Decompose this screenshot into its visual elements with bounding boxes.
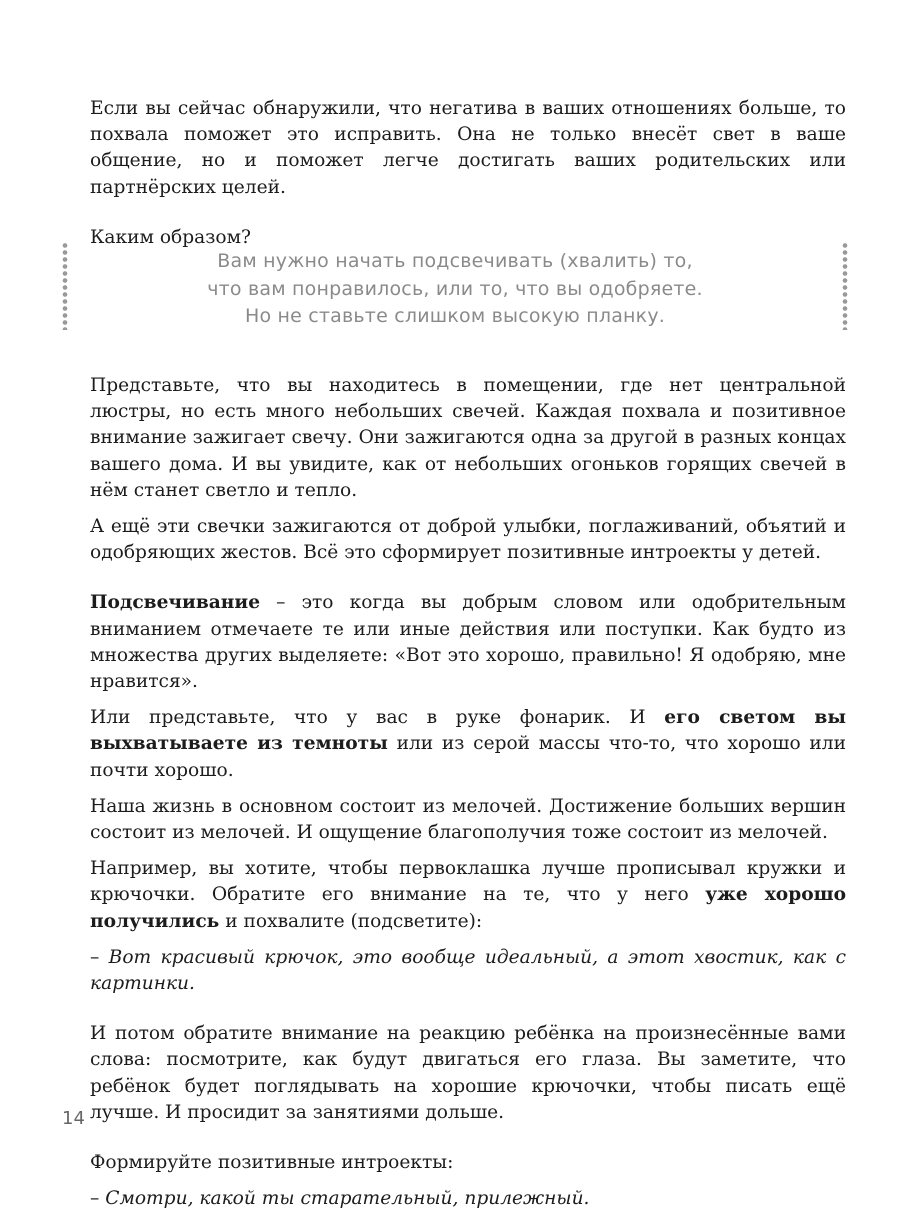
paragraph-negativity: Если вы сейчас обнаружили, что негатива в ваших отношениях больше, то похвала поможет это исправить. Она не только внесёт свет в ваше общение, но и поможет легче достигать ваших родительских или партнёрских целей. bbox=[90, 98, 846, 198]
paragraph-question: Каким образом? bbox=[90, 226, 252, 248]
definition-text: – это когда вы добрым словом или одобрительным вниманием отмечаете те или иные действия или поступки. Как будто из множества других выделяете: «Вот это хорошо, правильно! Я одобряю, мне нравится». bbox=[90, 592, 846, 693]
paragraph-first-grader bbox=[90, 856, 846, 935]
paragraph-little-things: Наша жизнь в основном состоит из мелочей. Достижение больших вершин состоит из мелочей. И ощущение благополучия тоже состоит из мелочей. bbox=[90, 795, 846, 844]
quote-dash: – bbox=[90, 946, 109, 968]
quote-dash-2: – bbox=[90, 1188, 106, 1210]
first-grader-text-start: Например, вы хотите, чтобы первоклашка лучше прописывал кружки и крючочки. Обратите его внимание на те, что у него bbox=[90, 858, 846, 906]
dotted-border-left bbox=[62, 242, 68, 330]
paragraph-introjects: Формируйте позитивные интроекты: bbox=[90, 1152, 454, 1174]
paragraph-highlighting-definition bbox=[90, 590, 846, 695]
paragraph-flashlight bbox=[90, 705, 846, 784]
callout-box bbox=[62, 242, 848, 330]
paragraph-reaction: И потом обратите внимание на реакцию ребёнка на произнесённые вами слова: посмотрите, как будут двигаться его глаза. Вы заметите, что ребёнок будет поглядывать на хорошие крючочки, чтобы писать ещё лучше. И просидит за занятиями дольше. bbox=[90, 1023, 846, 1123]
quote-hook bbox=[90, 945, 846, 997]
page-number: 14 bbox=[62, 1108, 85, 1129]
quote-hook-text: Вот красивый крючок, это вообще идеальный, а этот хвостик, как с картинки. bbox=[90, 946, 846, 995]
flashlight-text-end: или из серой массы что-то, что хорошо или почти хорошо. bbox=[90, 733, 846, 781]
quote-diligent bbox=[90, 1186, 846, 1212]
callout-text bbox=[102, 248, 808, 331]
paragraph-candles: Представьте, что вы находитесь в помещении, где нет центральной люстры, но есть много небольших свечей. Каждая похвала и позитивное внимание зажигает свечу. Они зажигаются одна за другой в разных концах вашего дома. И вы увидите, как от небольших огоньков горящих свечей в нём станет светло и тепло. bbox=[90, 375, 846, 501]
paragraph-smiles: А ещё эти свечки зажигаются от доброй улыбки, поглаживаний, объятий и одобряющих жестов. Всё это сформирует позитивные интроекты у детей. bbox=[90, 516, 846, 564]
callout-line-1: Вам нужно начать подсвечивать (хвалить) то, bbox=[217, 250, 693, 272]
flashlight-emphasis: его светом вы выхватываете из темноты bbox=[90, 707, 846, 755]
first-grader-emphasis: уже хорошо получились bbox=[90, 884, 846, 932]
flashlight-text-start: Или представьте, что у вас в руке фонарик. И bbox=[90, 707, 665, 729]
quote-diligent-text: Смотри, какой ты старательный, прилежный. bbox=[105, 1188, 590, 1210]
dotted-border-right bbox=[842, 242, 848, 330]
first-grader-text-end: и похвалите (подсветите): bbox=[219, 910, 483, 932]
callout-line-2: что вам понравилось, или то, что вы одобряете. bbox=[207, 277, 703, 300]
callout-line-3: Но не ставьте слишком высокую планку. bbox=[244, 305, 666, 327]
term-highlighting: Подсвечивание bbox=[90, 592, 261, 614]
